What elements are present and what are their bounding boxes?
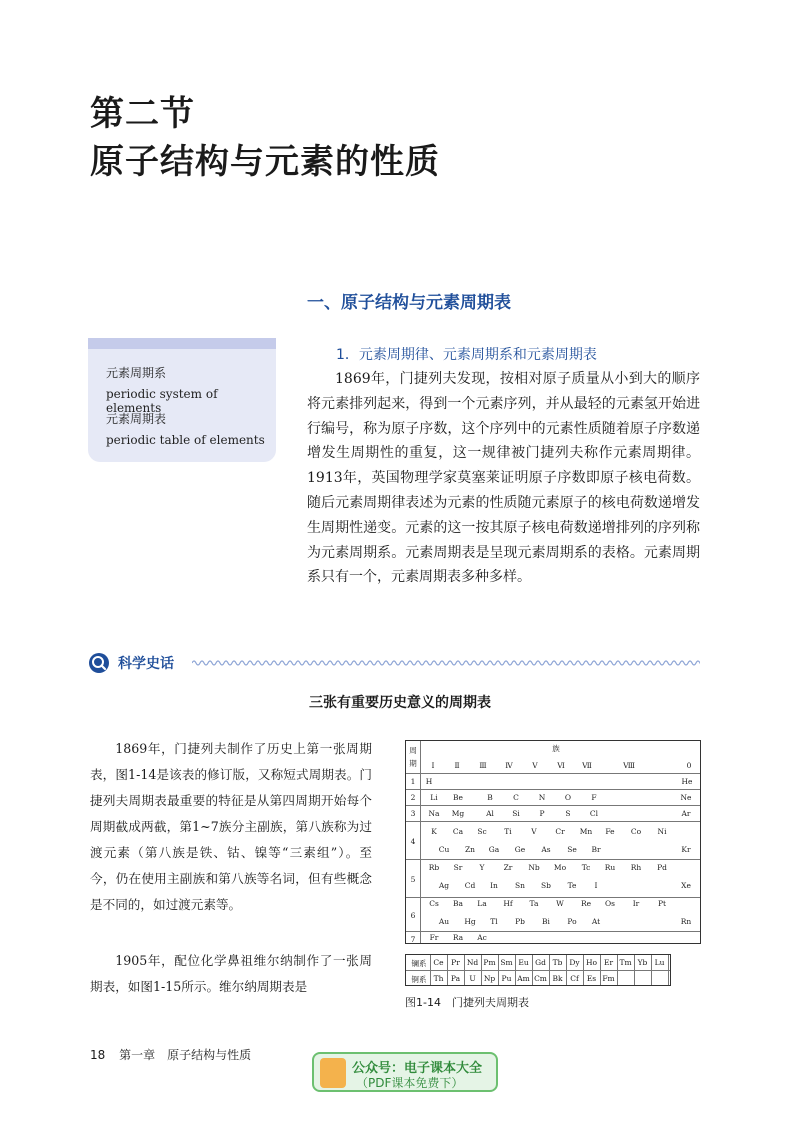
- table-row-line: [406, 821, 700, 822]
- element-symbol: Be: [453, 793, 463, 802]
- series-col-line: [447, 955, 448, 985]
- element-symbol: Si: [512, 809, 520, 818]
- element-symbol: Ta: [529, 899, 539, 908]
- element-symbol: Am: [517, 974, 530, 983]
- science-history-label: 科学史话: [118, 656, 174, 672]
- element-symbol: S: [565, 809, 571, 818]
- element-symbol: Hf: [503, 899, 513, 908]
- mendeleev-periodic-table: [405, 740, 701, 944]
- series-col-line: [583, 955, 584, 985]
- series-row: [406, 955, 670, 971]
- element-symbol: Ir: [632, 899, 640, 908]
- series-row: [406, 971, 670, 987]
- figure-caption: 图1-14 门捷列夫周期表: [405, 996, 529, 1009]
- history-title: 三张有重要历史意义的周期表: [309, 695, 491, 711]
- term-en-1: periodic system of elements: [106, 387, 218, 415]
- topic-heading: 1．元素周期律、元素周期系和元素周期表: [336, 347, 597, 363]
- group-label: Ⅳ: [505, 761, 513, 770]
- term-zh-1: 元素周期系: [106, 366, 167, 380]
- series-label: 锕系: [411, 975, 427, 984]
- element-symbol: Pu: [501, 974, 512, 983]
- table-row-line: [406, 859, 700, 860]
- element-symbol: Re: [580, 899, 592, 908]
- element-symbol: Mg: [451, 809, 465, 818]
- element-symbol: Al: [486, 809, 494, 818]
- element-symbol: Se: [567, 845, 577, 854]
- group-label: Ⅰ: [431, 761, 435, 770]
- history-paragraph-1: 1869年，门捷列夫制作了历史上第一张周期表，图1-14是该表的修订版，又称短式周期表。门捷列夫周期表最重要的特征是从第四周期开始每个周期截成两截，第1~7族分主副族，第八族称为过渡元素（第八族是铁、钴、镍等“三素组”）。至今，仍在使用主副族和第八族等名词，但有些概念是不同的，如过渡元素等。: [90, 741, 372, 912]
- element-symbol: As: [541, 845, 551, 854]
- element-symbol: Bi: [542, 917, 550, 926]
- watermark-badge: [312, 1052, 498, 1092]
- element-symbol: K: [431, 827, 437, 836]
- element-symbol: Er: [603, 958, 614, 967]
- watermark-line-2: （PDF课本免费下）: [356, 1076, 464, 1090]
- element-symbol: Rh: [630, 863, 642, 872]
- table-row-line: [406, 805, 700, 806]
- element-symbol: Cm: [534, 974, 547, 983]
- element-symbol: Ge: [514, 845, 526, 854]
- element-symbol: Ne: [680, 793, 692, 802]
- magnifier-icon: [88, 652, 110, 674]
- chapter-name: 第一章 原子结构与性质: [119, 1048, 252, 1062]
- series-col-line: [464, 955, 465, 985]
- element-symbol: Fm: [602, 974, 615, 983]
- element-symbol: Ti: [504, 827, 512, 836]
- section-title: 原子结构与元素的性质: [90, 142, 440, 182]
- element-symbol: Na: [428, 809, 440, 818]
- series-label: 镧系: [411, 959, 427, 968]
- element-symbol: Cs: [429, 899, 439, 908]
- element-symbol: Pt: [657, 899, 667, 908]
- element-symbol: Ra: [452, 933, 464, 942]
- element-symbol: Fe: [605, 827, 615, 836]
- page-number: 18: [90, 1048, 106, 1062]
- group-label: Ⅶ: [582, 761, 592, 770]
- element-symbol: C: [513, 793, 519, 802]
- period-header: 周期: [409, 746, 417, 768]
- table-row-line: [406, 897, 700, 898]
- group-label: Ⅷ: [623, 761, 635, 770]
- science-history-bar: [88, 650, 702, 676]
- group-label: Ⅵ: [557, 761, 565, 770]
- element-symbol: Xe: [681, 881, 691, 890]
- group-header: 族: [552, 744, 560, 753]
- element-symbol: Tc: [581, 863, 591, 872]
- element-symbol: Bk: [552, 974, 563, 983]
- group-label: Ⅱ: [454, 761, 460, 770]
- element-symbol: Ba: [453, 899, 463, 908]
- element-symbol: Dy: [569, 958, 580, 967]
- element-symbol: Au: [438, 917, 450, 926]
- element-symbol: Th: [433, 974, 444, 983]
- element-symbol: Zn: [464, 845, 476, 854]
- period-number: 4: [410, 837, 416, 846]
- element-symbol: F: [591, 793, 597, 802]
- element-symbol: Ho: [585, 958, 598, 967]
- element-symbol: Mo: [553, 863, 567, 872]
- table-row-line: [406, 773, 700, 774]
- history-paragraph-2: 1905年，配位化学鼻祖维尔纳制作了一张周期表，如图1-15所示。维尔纳周期表是: [90, 953, 372, 994]
- term-en-2: periodic table of elements: [106, 433, 265, 447]
- element-symbol: Pa: [450, 974, 461, 983]
- element-symbol: In: [490, 881, 498, 890]
- group-label: Ⅲ: [479, 761, 487, 770]
- element-symbol: Sm: [500, 958, 513, 967]
- page-footer: [90, 1046, 251, 1063]
- period-number: 3: [410, 809, 416, 818]
- element-symbol: Sr: [453, 863, 463, 872]
- element-symbol: Ru: [604, 863, 616, 872]
- element-symbol: Cr: [555, 827, 565, 836]
- series-col-line: [549, 955, 550, 985]
- element-symbol: Te: [567, 881, 577, 890]
- series-col-line: [634, 955, 635, 985]
- element-symbol: Co: [630, 827, 642, 836]
- element-symbol: N: [538, 793, 546, 802]
- element-symbol: O: [564, 793, 572, 802]
- element-symbol: Sc: [477, 827, 487, 836]
- element-symbol: Sb: [541, 881, 551, 890]
- wave-divider: [192, 656, 700, 670]
- element-symbol: Mn: [579, 827, 593, 836]
- element-symbol: W: [556, 899, 564, 908]
- glossary-box-band: [88, 338, 276, 349]
- period-number: 7: [410, 935, 416, 944]
- book-icon: [320, 1058, 346, 1088]
- series-col-line: [498, 955, 499, 985]
- element-symbol: H: [425, 777, 433, 786]
- series-col-line: [430, 955, 431, 985]
- series-col-line: [515, 955, 516, 985]
- element-symbol: Tl: [490, 917, 498, 926]
- series-col-line: [566, 955, 567, 985]
- element-symbol: Pb: [515, 917, 525, 926]
- element-symbol: Hg: [464, 917, 476, 926]
- element-symbol: Yb: [637, 958, 648, 967]
- element-symbol: Rb: [428, 863, 440, 872]
- element-symbol: I: [594, 881, 598, 890]
- element-symbol: Po: [567, 917, 577, 926]
- series-col-line: [600, 955, 601, 985]
- element-symbol: Rn: [680, 917, 692, 926]
- element-symbol: Ce: [433, 958, 444, 967]
- element-symbol: Ni: [657, 827, 667, 836]
- element-symbol: Ar: [681, 809, 691, 818]
- element-symbol: Es: [586, 974, 597, 983]
- element-symbol: Y: [479, 863, 485, 872]
- section-number-title: 第二节: [90, 94, 195, 134]
- group-label: 0: [686, 761, 692, 770]
- series-col-line: [532, 955, 533, 985]
- element-symbol: He: [681, 777, 693, 786]
- series-col-line: [651, 955, 652, 985]
- element-symbol: Pr: [451, 958, 460, 967]
- element-symbol: Ag: [438, 881, 450, 890]
- element-symbol: V: [531, 827, 537, 836]
- table-col-line: [420, 741, 421, 943]
- element-symbol: Cd: [464, 881, 476, 890]
- series-col-line: [481, 955, 482, 985]
- element-symbol: Nd: [466, 958, 479, 967]
- lanthanide-actinide-table: [405, 954, 671, 986]
- element-symbol: Li: [430, 793, 438, 802]
- glossary-box: [88, 338, 276, 462]
- element-symbol: Lu: [654, 958, 665, 967]
- period-number: 6: [410, 911, 416, 920]
- period-number: 1: [410, 777, 416, 786]
- element-symbol: Kr: [681, 845, 691, 854]
- element-symbol: Pd: [657, 863, 667, 872]
- element-symbol: Nb: [528, 863, 540, 872]
- element-symbol: Cu: [438, 845, 450, 854]
- element-symbol: At: [591, 917, 601, 926]
- table-row-line: [406, 931, 700, 932]
- element-symbol: Ga: [488, 845, 500, 854]
- term-zh-2: 元素周期表: [106, 412, 167, 426]
- element-symbol: Eu: [518, 958, 529, 967]
- element-symbol: Fr: [429, 933, 439, 942]
- element-symbol: Pm: [483, 958, 496, 967]
- element-symbol: Zr: [503, 863, 513, 872]
- group-label: Ⅴ: [532, 761, 538, 770]
- element-symbol: Cl: [589, 809, 599, 818]
- element-symbol: Np: [483, 974, 496, 983]
- element-symbol: Tm: [619, 958, 632, 967]
- element-symbol: Ca: [452, 827, 464, 836]
- period-number: 5: [410, 875, 416, 884]
- element-symbol: U: [469, 974, 476, 983]
- element-symbol: Os: [605, 899, 615, 908]
- element-symbol: Br: [591, 845, 601, 854]
- element-symbol: Gd: [535, 958, 546, 967]
- element-symbol: P: [539, 809, 545, 818]
- element-symbol: Sn: [515, 881, 525, 890]
- subsection-heading: 一、原子结构与元素周期表: [307, 293, 511, 313]
- watermark-line-1: 公众号：电子课本大全: [352, 1061, 483, 1076]
- element-symbol: Tb: [552, 958, 563, 967]
- period-number: 2: [410, 793, 416, 802]
- series-col-line: [617, 955, 618, 985]
- body-paragraph: 1869年，门捷列夫发现，按相对原子质量从小到大的顺序将元素排列起来，得到一个元素序列，并从最轻的元素氢开始进行编号，称为原子序数，这个序列中的元素性质随着原子序数递增发生周期性的重复，这一规律被门捷列夫称作元素周期律。1913年，英国物理学家莫塞莱证明原子序数即原子核电荷数。随后元素周期律表述为元素的性质随元素原子的核电荷数递增发生周期性递变。元素的这一按其原子核电荷数递增排列的序列称为元素周期系。元素周期表是呈现元素周期系的表格。元素周期系只有一个，元素周期表多种多样。: [307, 371, 700, 586]
- element-symbol: La: [477, 899, 487, 908]
- element-symbol: B: [487, 793, 493, 802]
- table-row-line: [406, 789, 700, 790]
- element-symbol: Cf: [570, 974, 579, 983]
- element-symbol: Ac: [477, 933, 487, 942]
- series-col-line: [668, 955, 669, 985]
